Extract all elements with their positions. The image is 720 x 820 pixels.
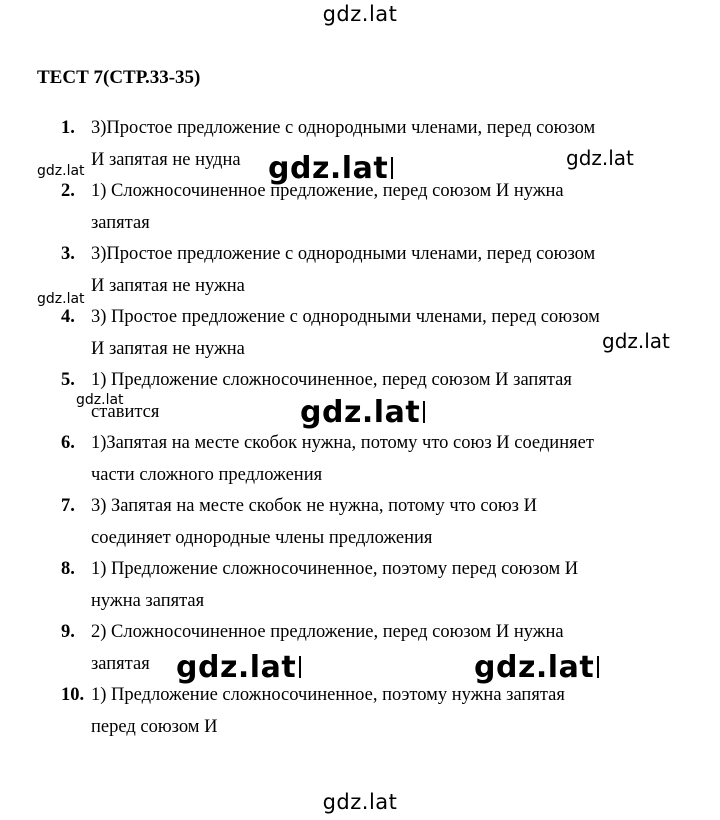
answer-text: 2) Сложносочиненное предложение, перед союзом И нужна запятая	[91, 622, 564, 674]
answer-text: 1) Предложение сложносочиненное, поэтому нужна запятая перед союзом И	[91, 685, 565, 737]
answer-number: 2.	[61, 181, 75, 201]
answer-text: 3)Простое предложение с однородными членами, перед союзом И запятая не нужна	[91, 244, 596, 296]
answer-text: 3) Простое предложение с однородными членами, перед союзом И запятая не нужна	[91, 307, 600, 359]
watermark-large: gdz.lat	[474, 650, 599, 685]
answer-number: 3.	[61, 244, 75, 264]
answer-item-3	[61, 239, 701, 302]
watermark-medium: gdz.lat	[602, 329, 670, 353]
answer-number: 6.	[61, 433, 75, 453]
answer-text: 1) Предложение сложносочиненное, перед союзом И запятая ставится	[91, 370, 572, 422]
answer-text: 1) Предложение сложносочиненное, поэтому перед союзом И нужна запятая	[91, 559, 579, 611]
answer-number: 4.	[61, 307, 75, 327]
answer-text: 1)Запятая на месте скобок нужна, потому что союз И соединяет части сложного предложения	[91, 433, 594, 485]
answer-number: 1.	[61, 118, 75, 138]
watermark-large: gdz.lat	[300, 395, 425, 430]
answer-number: 10.	[61, 685, 85, 705]
answer-number: 5.	[61, 370, 75, 390]
watermark-small: gdz.lat	[37, 291, 85, 307]
answer-item-9	[61, 617, 701, 680]
answer-text: 3) Запятая на месте скобок не нужна, потому что союз И соединяет однородные члены предложения	[91, 496, 537, 548]
answer-text: 1) Сложносочиненное предложение, перед союзом И нужна запятая	[91, 181, 564, 233]
answer-number: 7.	[61, 496, 75, 516]
watermark-small: gdz.lat	[76, 392, 124, 408]
footer-watermark: gdz.lat	[322, 790, 398, 814]
answer-number: 9.	[61, 622, 75, 642]
watermark-medium: gdz.lat	[566, 146, 634, 170]
test-title: ТЕСТ 7(СТР.33-35)	[37, 67, 201, 88]
answer-text: 3)Простое предложение с однородными членами, перед союзом И запятая не нудна	[91, 118, 596, 170]
watermark-small: gdz.lat	[37, 163, 85, 179]
watermark-large: gdz.lat	[268, 151, 393, 186]
header-watermark: gdz.lat	[322, 2, 398, 26]
answer-item-7	[61, 491, 701, 554]
answer-number: 8.	[61, 559, 75, 579]
watermark-large: gdz.lat	[176, 650, 301, 685]
answer-item-8	[61, 554, 701, 617]
answer-item-10	[61, 680, 701, 743]
answer-item-6	[61, 428, 701, 491]
